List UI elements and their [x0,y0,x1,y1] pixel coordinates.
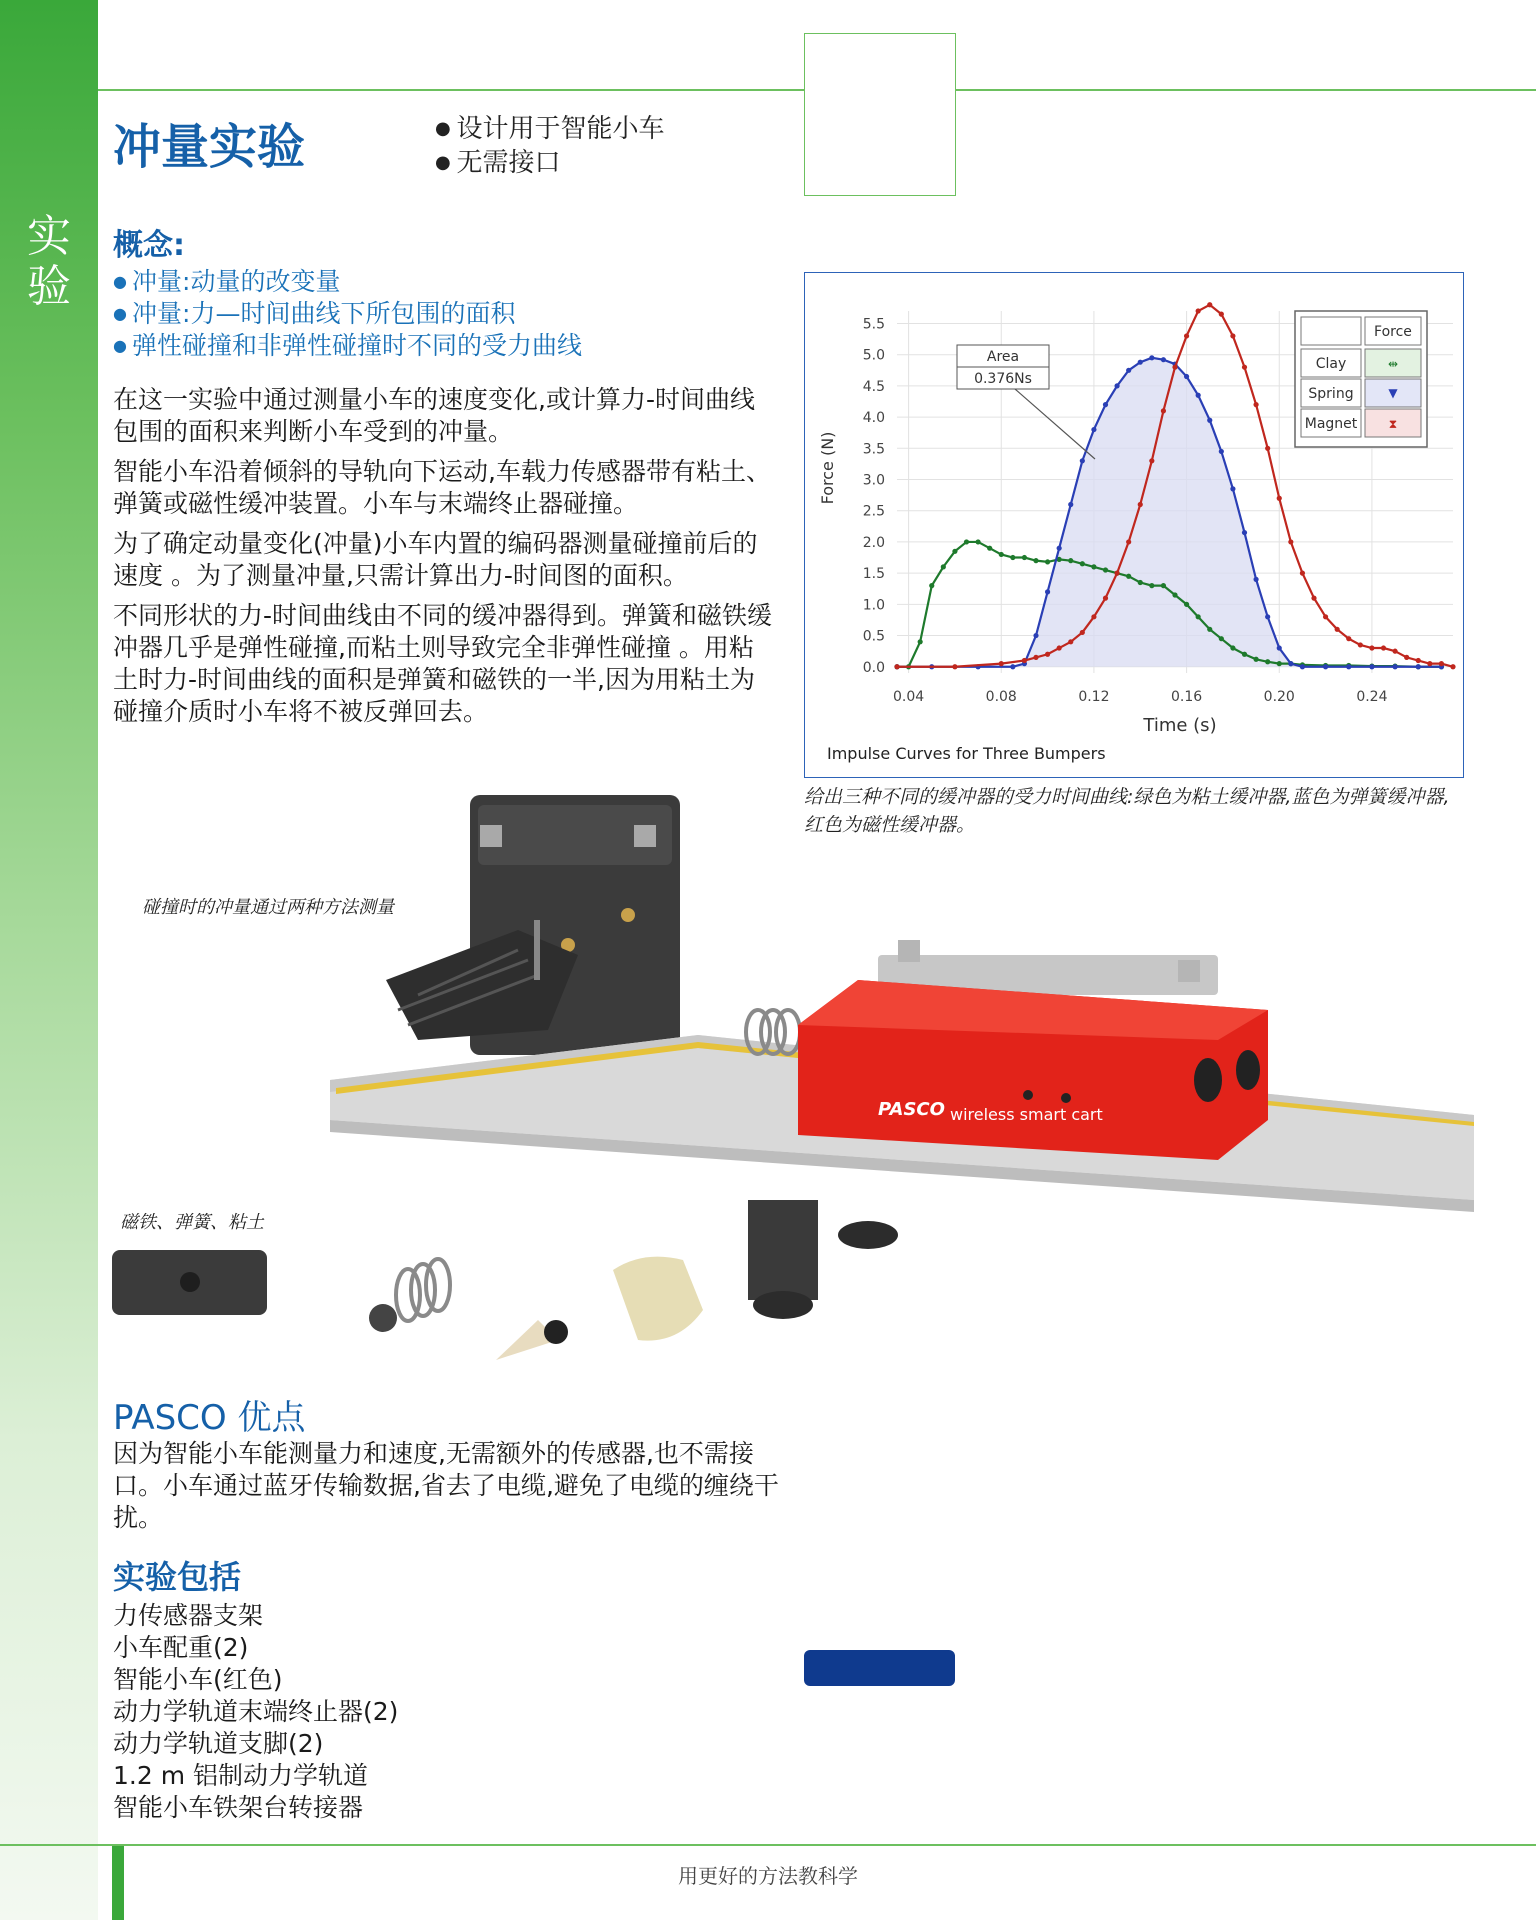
data-point-magnet [1103,596,1108,601]
x-tick-label: 0.12 [1078,689,1110,705]
header-box [804,33,956,196]
data-point-clay [929,583,934,588]
y-tick-label: 4.0 [862,410,885,427]
data-point-magnet [1381,645,1386,650]
y-tick-label: 0.5 [862,628,885,645]
data-point-clay [1265,659,1270,664]
data-point-spring [1091,427,1096,432]
data-point-spring [1230,486,1235,491]
data-point-magnet [1114,571,1119,576]
data-point-spring [1288,661,1293,666]
data-point-magnet [1416,658,1421,663]
data-point-spring [1265,614,1270,619]
x-tick-label: 0.04 [892,689,925,705]
sidebar-label: 实验 [27,211,71,312]
sidebar-band [0,0,98,1920]
data-point-magnet [1358,642,1363,647]
data-point-clay [975,539,980,544]
data-point-magnet [1288,539,1293,544]
y-tick-label: 1.0 [862,597,885,614]
data-point-spring [1080,458,1085,463]
feature-item: ● 无需接口 [435,146,664,180]
x-tick-label: 0.20 [1263,689,1295,705]
data-point-spring [1416,664,1421,669]
list-item: 智能小车(红色) [113,1665,283,1694]
data-point-spring [1103,402,1108,407]
concepts-list [113,266,582,362]
photo-caption-bumpers: 磁铁、弹簧、粘土 [120,1212,264,1233]
impulse-chart [804,272,1464,778]
data-point-magnet [1207,302,1212,307]
data-point-spring [1346,664,1351,669]
data-point-spring [1369,664,1374,669]
x-axis-label: Time (s) [1143,715,1217,736]
list-item: 动力学轨道支脚(2) [113,1729,324,1758]
data-point-spring [1010,664,1015,669]
data-point-magnet [1404,655,1409,660]
body-paragraph: 智能小车沿着倾斜的导轨向下运动,车载力传感器带有粘土、弹簧或磁性缓冲装置。小车与末端终止器碰撞。 [113,457,771,518]
data-point-magnet [1080,630,1085,635]
y-axis-label: Force (N) [818,431,837,505]
data-point-clay [1219,636,1224,641]
annotation-value: 0.376Ns [974,371,1032,387]
y-tick-label: 4.5 [862,378,885,395]
clay-block [613,1257,703,1341]
legend-marker-clay: ⇹ [1387,357,1399,371]
data-point-spring [1045,589,1050,594]
data-point-clay [1253,657,1258,662]
data-point-magnet [1242,365,1247,370]
data-point-magnet [1427,661,1432,666]
data-point-magnet [1184,333,1189,338]
data-point-magnet [1057,645,1062,650]
data-point-magnet [1045,652,1050,657]
data-point-spring [1392,664,1397,669]
data-point-magnet [894,664,899,669]
data-point-magnet [1219,312,1224,317]
list-item: 小车配重(2) [113,1633,249,1662]
data-point-magnet [1323,614,1328,619]
legend-marker-spring: ▼ [1388,386,1398,400]
data-point-magnet [1369,645,1374,650]
data-point-clay [1138,580,1143,585]
data-point-magnet [1230,333,1235,338]
data-point-spring [1184,374,1189,379]
data-point-spring [1196,393,1201,398]
force-sensor-bracket [386,795,680,1055]
data-point-spring [1114,383,1119,388]
photo-caption-top: 碰撞时的冲量通过两种方法测量 [142,897,394,918]
legend-entry-magnet: Magnet [1304,416,1358,432]
data-point-clay [1091,564,1096,569]
legend-entry-clay: Clay [1315,356,1347,372]
body-paragraph: 不同形状的力-时间曲线由不同的缓冲器得到。弹簧和磁铁缓冲器几乎是弹性碰撞,而粘土则导致完全非弹性碰撞 。用粘土时力-时间曲线的面积是弹簧和磁铁的一半,因为用粘土为碰撞介质时小车将不被反弹回去。 [113,601,773,726]
body-paragraph: 在这一实验中通过测量小车的速度变化,或计算力-时间曲线包围的面积来判断小车受到的冲量。 [113,385,755,446]
data-point-spring [1323,664,1328,669]
page-title: 冲量实验 [113,119,306,175]
smart-cart [798,940,1268,1160]
legend-header: Force [1374,324,1412,340]
x-tick-label: 0.08 [985,689,1017,705]
y-tick-label: 5.5 [862,316,885,333]
list-item: 力传感器支架 [113,1601,264,1630]
y-tick-label: 3.5 [862,441,885,458]
data-point-clay [952,549,957,554]
blue-tab [804,1650,955,1686]
data-point-clay [1161,583,1166,588]
y-tick-label: 0.0 [862,659,885,676]
data-point-magnet [952,664,957,669]
chart-svg [805,273,1463,777]
data-point-magnet [999,661,1004,666]
data-point-spring [1242,530,1247,535]
data-point-spring [1300,664,1305,669]
spring-bumper [369,1259,450,1332]
data-point-spring [1068,502,1073,507]
cart-label: wireless smart cart [950,1105,1103,1124]
data-point-magnet [1033,655,1038,660]
concept-item: ● 冲量:力—时间曲线下所包围的面积 [113,298,582,330]
data-point-spring [1033,633,1038,638]
data-point-clay [941,564,946,569]
y-tick-label: 5.0 [862,347,885,364]
data-point-magnet [1138,502,1143,507]
chart-title: Impulse Curves for Three Bumpers [827,744,1106,763]
data-point-clay [1242,652,1247,657]
data-point-magnet [1265,446,1270,451]
chart-caption: 给出三种不同的缓冲器的受力时间曲线:绿色为粘土缓冲器,蓝色为弹簧缓冲器,红色为磁性缓冲器。 [804,786,1450,836]
clay-holder [496,1320,568,1360]
body-paragraph: 为了确定动量变化(冲量)小车内置的编码器测量碰撞前后的速度 。为了测量冲量,只需计算出力-时间图的面积。 [113,529,758,590]
data-point-magnet [1335,627,1340,632]
data-point-clay [1103,567,1108,572]
concepts-heading: 概念: [113,228,185,263]
data-point-spring [1253,577,1258,582]
cart-brand: PASCO [878,1099,945,1120]
y-tick-label: 2.5 [862,503,885,520]
data-point-magnet [1300,571,1305,576]
data-point-spring [1149,355,1154,360]
x-tick-label: 0.24 [1356,689,1388,705]
list-item: 智能小车铁架台转接器 [113,1793,364,1822]
data-point-spring [1057,546,1062,551]
data-point-clay [1230,645,1235,650]
data-point-clay [1126,574,1131,579]
data-point-clay [918,639,923,644]
data-point-clay [1196,614,1201,619]
data-point-magnet [1346,636,1351,641]
data-point-clay [964,539,969,544]
apparatus-photo [98,780,1498,1380]
advantages-text: 因为智能小车能测量力和速度,无需额外的传感器,也不需接口。小车通过蓝牙传输数据,省去了电缆,避免了电缆的缠绕干扰。 [113,1439,779,1532]
data-point-spring [1138,360,1143,365]
data-point-magnet [1172,365,1177,370]
data-point-magnet [1311,596,1316,601]
data-point-magnet [1068,639,1073,644]
includes-heading: 实验包括 [113,1558,242,1596]
data-point-clay [1277,661,1282,666]
data-point-magnet [1253,402,1258,407]
includes-list [113,1600,398,1824]
y-tick-label: 1.5 [862,566,885,583]
data-point-magnet [1450,664,1455,669]
data-point-clay [1149,583,1154,588]
footer-rule [0,1844,1536,1846]
feature-item: ● 设计用于智能小车 [435,112,664,146]
chart-legend [1295,311,1427,447]
data-point-spring [1126,368,1131,373]
data-point-clay [1033,558,1038,563]
data-point-magnet [1439,661,1444,666]
data-point-spring [1161,357,1166,362]
data-point-magnet [1392,649,1397,654]
data-point-clay [1045,559,1050,564]
data-point-clay [1080,561,1085,566]
data-point-clay [1022,555,1027,560]
y-tick-label: 3.0 [862,472,885,489]
x-tick-label: 0.16 [1170,689,1203,705]
data-point-spring [1277,645,1282,650]
data-point-clay [1207,627,1212,632]
footer-text: 用更好的方法教科学 [678,1864,858,1888]
data-point-clay [1010,555,1015,560]
data-point-clay [1068,558,1073,563]
concept-item: ● 弹性碰撞和非弹性碰撞时不同的受力曲线 [113,330,582,362]
data-point-clay [1172,592,1177,597]
annotation-label: Area [986,349,1020,365]
data-point-spring [1219,449,1224,454]
feature-list [435,112,664,180]
data-point-magnet [1277,496,1282,501]
legend-marker-magnet: ⧗ [1388,417,1398,431]
data-point-clay [999,552,1004,557]
area-annotation [957,345,1095,459]
advantages-heading: PASCO 优点 [113,1398,306,1438]
concept-item: ● 冲量:动量的改变量 [113,266,582,298]
data-point-magnet [1091,614,1096,619]
y-tick-label: 2.0 [862,534,885,551]
data-point-magnet [1126,539,1131,544]
data-point-magnet [1022,658,1027,663]
data-point-clay [987,546,992,551]
data-point-magnet [1161,408,1166,413]
body-text [113,384,773,736]
data-point-magnet [1149,458,1154,463]
data-point-clay [1184,602,1189,607]
data-point-spring [1207,418,1212,423]
list-item: 1.2 m 铝制动力学轨道 [113,1761,369,1790]
legend-entry-spring: Spring [1308,386,1354,402]
data-point-magnet [1196,308,1201,313]
list-item: 动力学轨道末端终止器(2) [113,1697,399,1726]
magnet-bumper [112,1250,267,1315]
